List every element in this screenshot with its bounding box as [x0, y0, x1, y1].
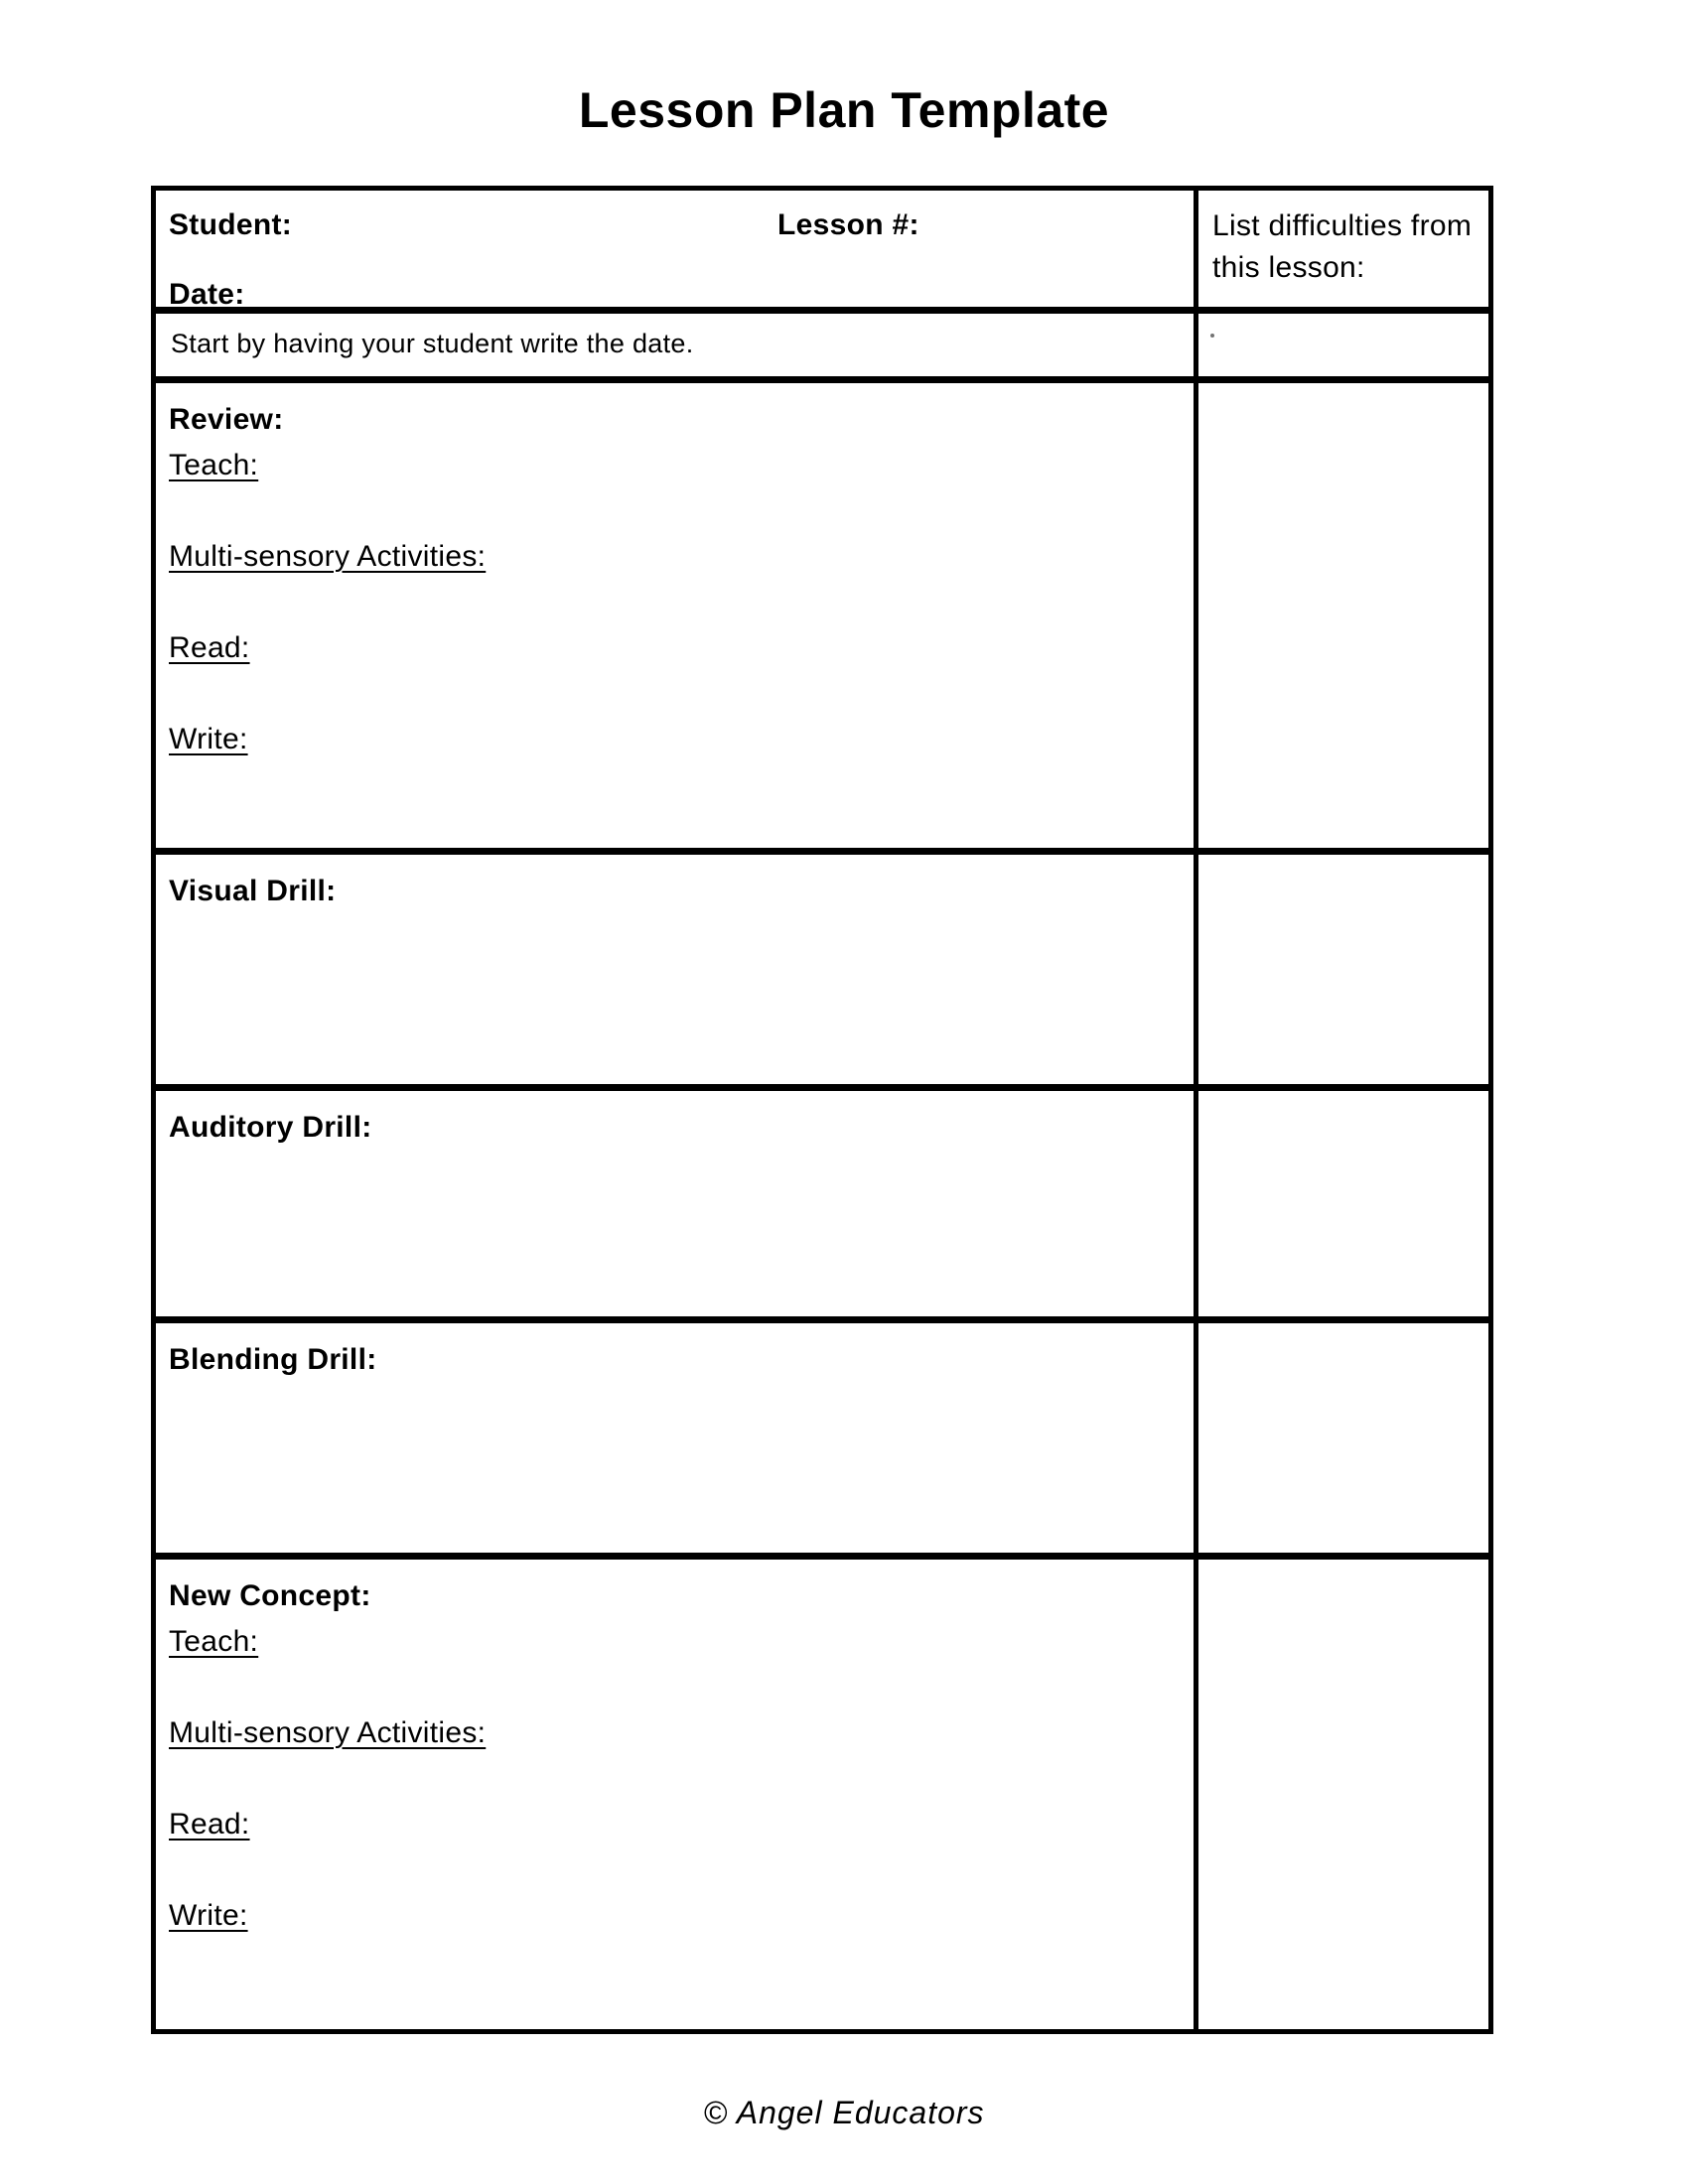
- review-write-label: Write:: [169, 723, 248, 755]
- auditory-drill-title: Auditory Drill:: [169, 1111, 372, 1144]
- auditory-drill-cell: [156, 1091, 1194, 1316]
- header-main-cell: [156, 191, 1194, 311]
- lesson-plan-table: [151, 186, 1493, 2034]
- auditory-drill-row: [156, 1084, 1488, 1316]
- page-title: Lesson Plan Template: [578, 82, 1110, 138]
- new-concept-difficulties-cell: [1194, 1560, 1488, 2029]
- new-concept-read-label: Read:: [169, 1808, 250, 1841]
- review-difficulties-cell: [1194, 383, 1488, 848]
- new-concept-teach-label: Teach:: [169, 1625, 259, 1658]
- student-label: Student:: [169, 208, 293, 241]
- visual-drill-title: Visual Drill:: [169, 875, 337, 907]
- instruction-side-cell: [1194, 314, 1488, 376]
- copyright-footer: © Angel Educators: [703, 2095, 985, 2130]
- review-multisensory-label: Multi-sensory Activities:: [169, 540, 487, 573]
- new-concept-row: [156, 1553, 1488, 2029]
- review-read-label: Read:: [169, 631, 250, 664]
- visual-drill-cell: [156, 855, 1194, 1084]
- new-concept-write-label: Write:: [169, 1899, 248, 1932]
- instruction-row: [156, 307, 1488, 376]
- stray-dot-mark: [1210, 334, 1214, 338]
- new-concept-cell: [156, 1560, 1194, 2029]
- review-cell: [156, 383, 1194, 848]
- instruction-text: Start by having your student write the date.: [171, 329, 694, 358]
- blending-drill-cell: [156, 1323, 1194, 1553]
- difficulties-header-label: List difficulties from this lesson:: [1212, 209, 1473, 284]
- header-row: [156, 191, 1488, 311]
- new-concept-multisensory-label: Multi-sensory Activities:: [169, 1716, 487, 1749]
- difficulties-header-cell: [1194, 191, 1488, 307]
- visual-drill-row: [156, 848, 1488, 1084]
- new-concept-title: New Concept:: [169, 1579, 371, 1612]
- blending-drill-title: Blending Drill:: [169, 1343, 377, 1376]
- review-teach-label: Teach:: [169, 449, 259, 481]
- lesson-number-label: Lesson #:: [777, 208, 919, 241]
- blending-drill-difficulties-cell: [1194, 1323, 1488, 1553]
- date-label: Date:: [169, 278, 245, 311]
- review-title: Review:: [169, 403, 284, 436]
- visual-drill-difficulties-cell: [1194, 855, 1488, 1084]
- auditory-drill-difficulties-cell: [1194, 1091, 1488, 1316]
- review-row: [156, 376, 1488, 848]
- blending-drill-row: [156, 1316, 1488, 1553]
- instruction-cell: [156, 314, 1194, 376]
